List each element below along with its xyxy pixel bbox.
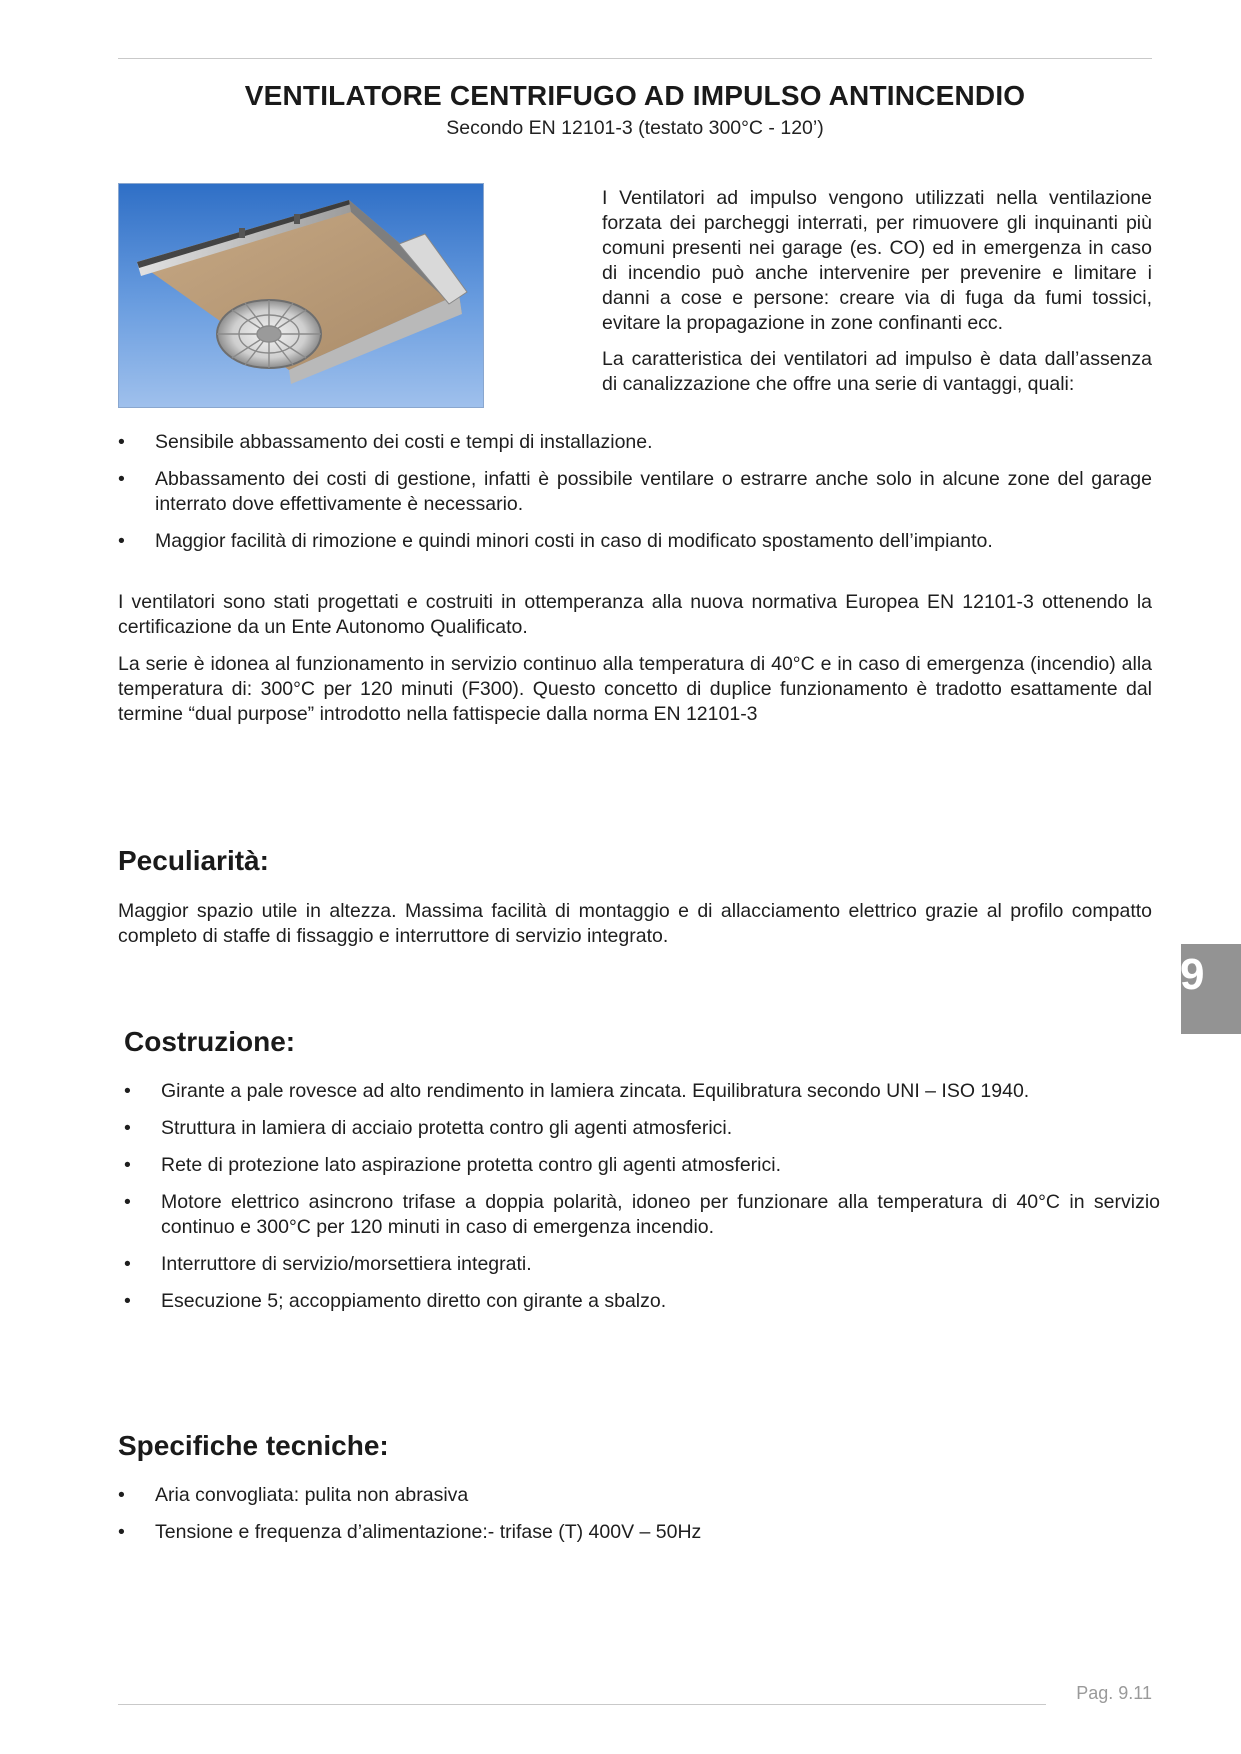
intro-text xyxy=(602,186,1152,397)
costruzione-heading: Costruzione: xyxy=(124,1026,296,1057)
intro-paragraph: La caratteristica dei ventilatori ad impulso è data dall’assenza di canalizzazione che offre una serie di vantaggi, quali: xyxy=(602,348,1152,395)
bullet: • xyxy=(118,1484,125,1506)
bullet: • xyxy=(118,468,125,490)
ceiling-fan-unit-image xyxy=(119,184,483,407)
list-item: • Maggior facilità di rimozione e quindi minori costi in caso di modificato spostamento dell’impianto. xyxy=(118,530,993,552)
bullet: • xyxy=(124,1080,131,1102)
body-text xyxy=(118,590,1152,727)
list-item: • Rete di protezione lato aspirazione protetta contro gli agenti atmosferici. xyxy=(124,1154,782,1176)
page-subtitle: Secondo EN 12101-3 (testato 300°C - 120’) xyxy=(446,117,824,139)
bullet: • xyxy=(118,431,125,453)
list-item: • Abbassamento dei costi di gestione, infatti è possibile ventilare o estrarre anche solo in alcune zone del garage interrato dove effettivamente è necessario. xyxy=(118,468,1152,515)
body-paragraph: La serie è idonea al funzionamento in servizio continuo alla temperatura di 40°C e in caso di emergenza (incendio) alla temperatura di: 300°C per 120 minuti (F300). Questo concetto di duplice funzionamento è tradotto esattamente dal termine “dual purpose” introdotto nella fattispecie dalla norma EN 12101-3 xyxy=(118,653,1152,725)
bullet: • xyxy=(124,1154,131,1176)
list-item: • Interruttore di servizio/morsettiera integrati. xyxy=(124,1253,532,1275)
bullet: • xyxy=(124,1290,131,1312)
bullet: • xyxy=(124,1191,131,1213)
list-item: • Motore elettrico asincrono trifase a doppia polarità, idoneo per funzionare alla temperatura di 40°C in servizio continuo e 300°C per 120 minuti in caso di emergenza incendio. xyxy=(124,1191,1160,1238)
chapter-tab xyxy=(1181,944,1241,1034)
top-divider xyxy=(118,58,1152,59)
specifiche-heading: Specifiche tecniche: xyxy=(118,1430,389,1461)
bullet: • xyxy=(124,1117,131,1139)
page-title: VENTILATORE CENTRIFUGO AD IMPULSO ANTINCENDIO xyxy=(244,80,1026,111)
specifiche-list xyxy=(118,1483,1152,1557)
advantages-list xyxy=(118,430,1152,566)
peculiarita-heading: Peculiarità: xyxy=(118,845,269,876)
costruzione-list xyxy=(124,1079,1160,1326)
list-item: • Struttura in lamiera di acciaio protetta contro gli agenti atmosferici. xyxy=(124,1117,733,1139)
peculiarita-text: Maggior spazio utile in altezza. Massima facilità di montaggio e di allacciamento elettrico grazie al profilo compatto completo di staffe di fissaggio e interruttore di servizio integrato. xyxy=(118,900,1152,947)
intro-paragraph: I Ventilatori ad impulso vengono utilizzati nella ventilazione forzata dei parcheggi interrati, per rimuovere gli inquinanti più comuni presenti nei garage (es. CO) ed in emergenza in caso di incendio può anche intervenire per prevenire e limitare i danni a cose e persone: creare via di fuga da fumi tossici, evitare la propagazione in zone confinanti ecc. xyxy=(602,187,1152,334)
bullet: • xyxy=(124,1253,131,1275)
bullet: • xyxy=(118,1521,125,1543)
list-item: • Girante a pale rovesce ad alto rendimento in lamiera zincata. Equilibratura secondo UNI – ISO 1940. xyxy=(124,1080,1030,1102)
bottom-divider xyxy=(118,1704,1046,1705)
list-item: • Aria convogliata: pulita non abrasiva xyxy=(118,1484,469,1506)
body-paragraph: I ventilatori sono stati progettati e costruiti in ottemperanza alla nuova normativa Europea EN 12101-3 ottenendo la certificazione da un Ente Autonomo Qualificato. xyxy=(118,591,1152,638)
chapter-number: 9 xyxy=(1180,950,1205,999)
bullet: • xyxy=(118,530,125,552)
list-item: • Esecuzione 5; accoppiamento diretto con girante a sbalzo. xyxy=(124,1290,667,1312)
product-photo xyxy=(118,183,484,408)
list-item: • Sensibile abbassamento dei costi e tempi di installazione. xyxy=(118,431,653,453)
page-number: Pag. 9.11 xyxy=(1076,1683,1152,1703)
list-item: • Tensione e frequenza d’alimentazione:- trifase (T) 400V – 50Hz xyxy=(118,1521,702,1543)
